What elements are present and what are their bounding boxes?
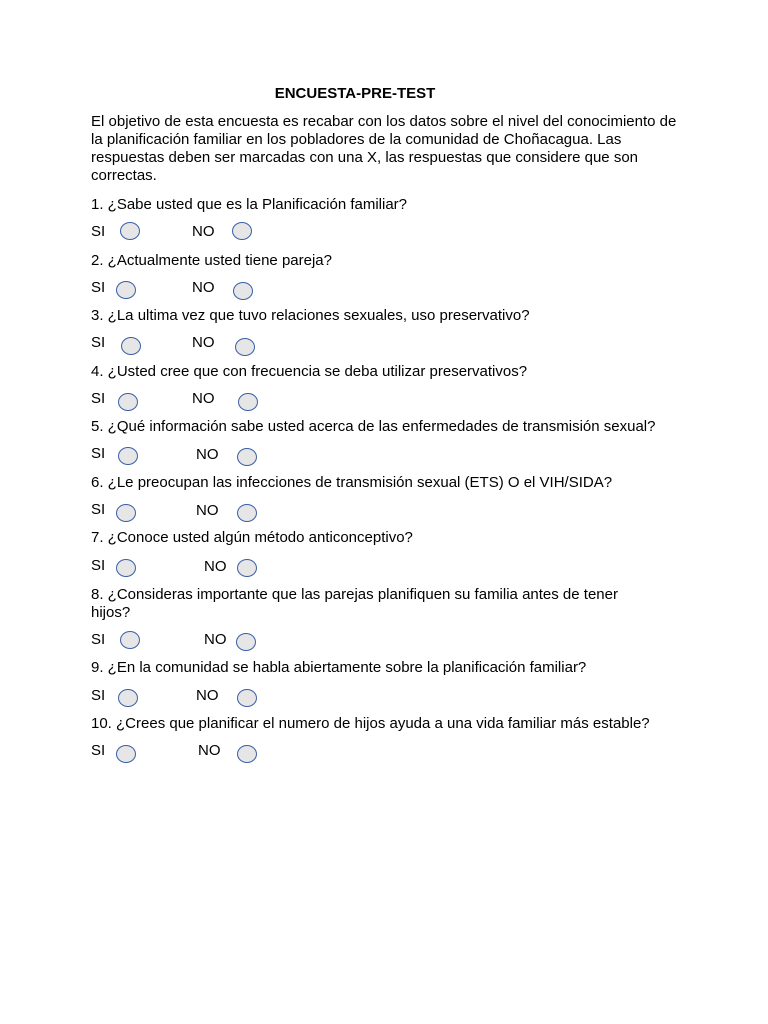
question-1: 1. ¿Sabe usted que es la Planificación familiar? — [91, 196, 408, 213]
no-option-circle-8[interactable] — [236, 633, 256, 651]
yes-option-circle-1[interactable] — [120, 222, 140, 240]
no-option-circle-9[interactable] — [237, 689, 257, 707]
no-label: NO — [204, 558, 227, 575]
no-label: NO — [196, 502, 219, 519]
question-8: 8. ¿Consideras importante que las parejas planifiquen su familia antes de tener hijos? — [91, 586, 618, 621]
yes-label: SI — [91, 501, 106, 518]
question-3: 3. ¿La ultima vez que tuvo relaciones sexuales, uso preservativo? — [91, 307, 530, 324]
yes-option-circle-8[interactable] — [120, 631, 140, 649]
yes-option-circle-3[interactable] — [121, 337, 141, 355]
yes-option-circle-10[interactable] — [116, 745, 136, 763]
no-option-circle-7[interactable] — [237, 559, 257, 577]
question-9: 9. ¿En la comunidad se habla abiertamente sobre la planificación familiar? — [91, 659, 587, 676]
yes-option-circle-7[interactable] — [116, 559, 136, 577]
no-option-circle-1[interactable] — [232, 222, 252, 240]
no-option-circle-4[interactable] — [238, 393, 258, 411]
no-label: NO — [192, 390, 215, 407]
question-4: 4. ¿Usted cree que con frecuencia se deba utilizar preservativos? — [91, 363, 528, 380]
yes-label: SI — [91, 631, 106, 648]
question-5: 5. ¿Qué información sabe usted acerca de las enfermedades de transmisión sexual? — [91, 418, 656, 435]
yes-label: SI — [91, 557, 106, 574]
no-option-circle-3[interactable] — [235, 338, 255, 356]
no-option-circle-10[interactable] — [237, 745, 257, 763]
no-label: NO — [192, 279, 215, 296]
survey-title: ENCUESTA-PRE-TEST — [274, 85, 436, 102]
yes-label: SI — [91, 742, 106, 759]
question-10: 10. ¿Crees que planificar el numero de hijos ayuda a una vida familiar más estable? — [91, 715, 650, 732]
no-label: NO — [192, 334, 215, 351]
question-7: 7. ¿Conoce usted algún método anticonceptivo? — [91, 529, 413, 546]
no-option-circle-6[interactable] — [237, 504, 257, 522]
yes-option-circle-6[interactable] — [116, 504, 136, 522]
yes-label: SI — [91, 334, 106, 351]
survey-intro: El objetivo de esta encuesta es recabar con los datos sobre el nivel del conocimiento de la planificación familiar en los pobladores de la comunidad de Choñacagua. Las respuestas deben ser marcadas con una X, las respuestas que considere que son correctas. — [91, 113, 677, 184]
yes-option-circle-2[interactable] — [116, 281, 136, 299]
yes-option-circle-4[interactable] — [118, 393, 138, 411]
yes-label: SI — [91, 390, 106, 407]
no-label: NO — [196, 687, 219, 704]
no-label: NO — [192, 223, 215, 240]
no-option-circle-5[interactable] — [237, 448, 257, 466]
question-6: 6. ¿Le preocupan las infecciones de transmisión sexual (ETS) O el VIH/SIDA? — [91, 474, 613, 491]
yes-label: SI — [91, 445, 106, 462]
no-label: NO — [204, 631, 227, 648]
yes-label: SI — [91, 223, 106, 240]
yes-label: SI — [91, 687, 106, 704]
yes-option-circle-9[interactable] — [118, 689, 138, 707]
no-label: NO — [198, 742, 221, 759]
no-option-circle-2[interactable] — [233, 282, 253, 300]
question-2: 2. ¿Actualmente usted tiene pareja? — [91, 252, 332, 269]
yes-option-circle-5[interactable] — [118, 447, 138, 465]
no-label: NO — [196, 446, 219, 463]
yes-label: SI — [91, 279, 106, 296]
